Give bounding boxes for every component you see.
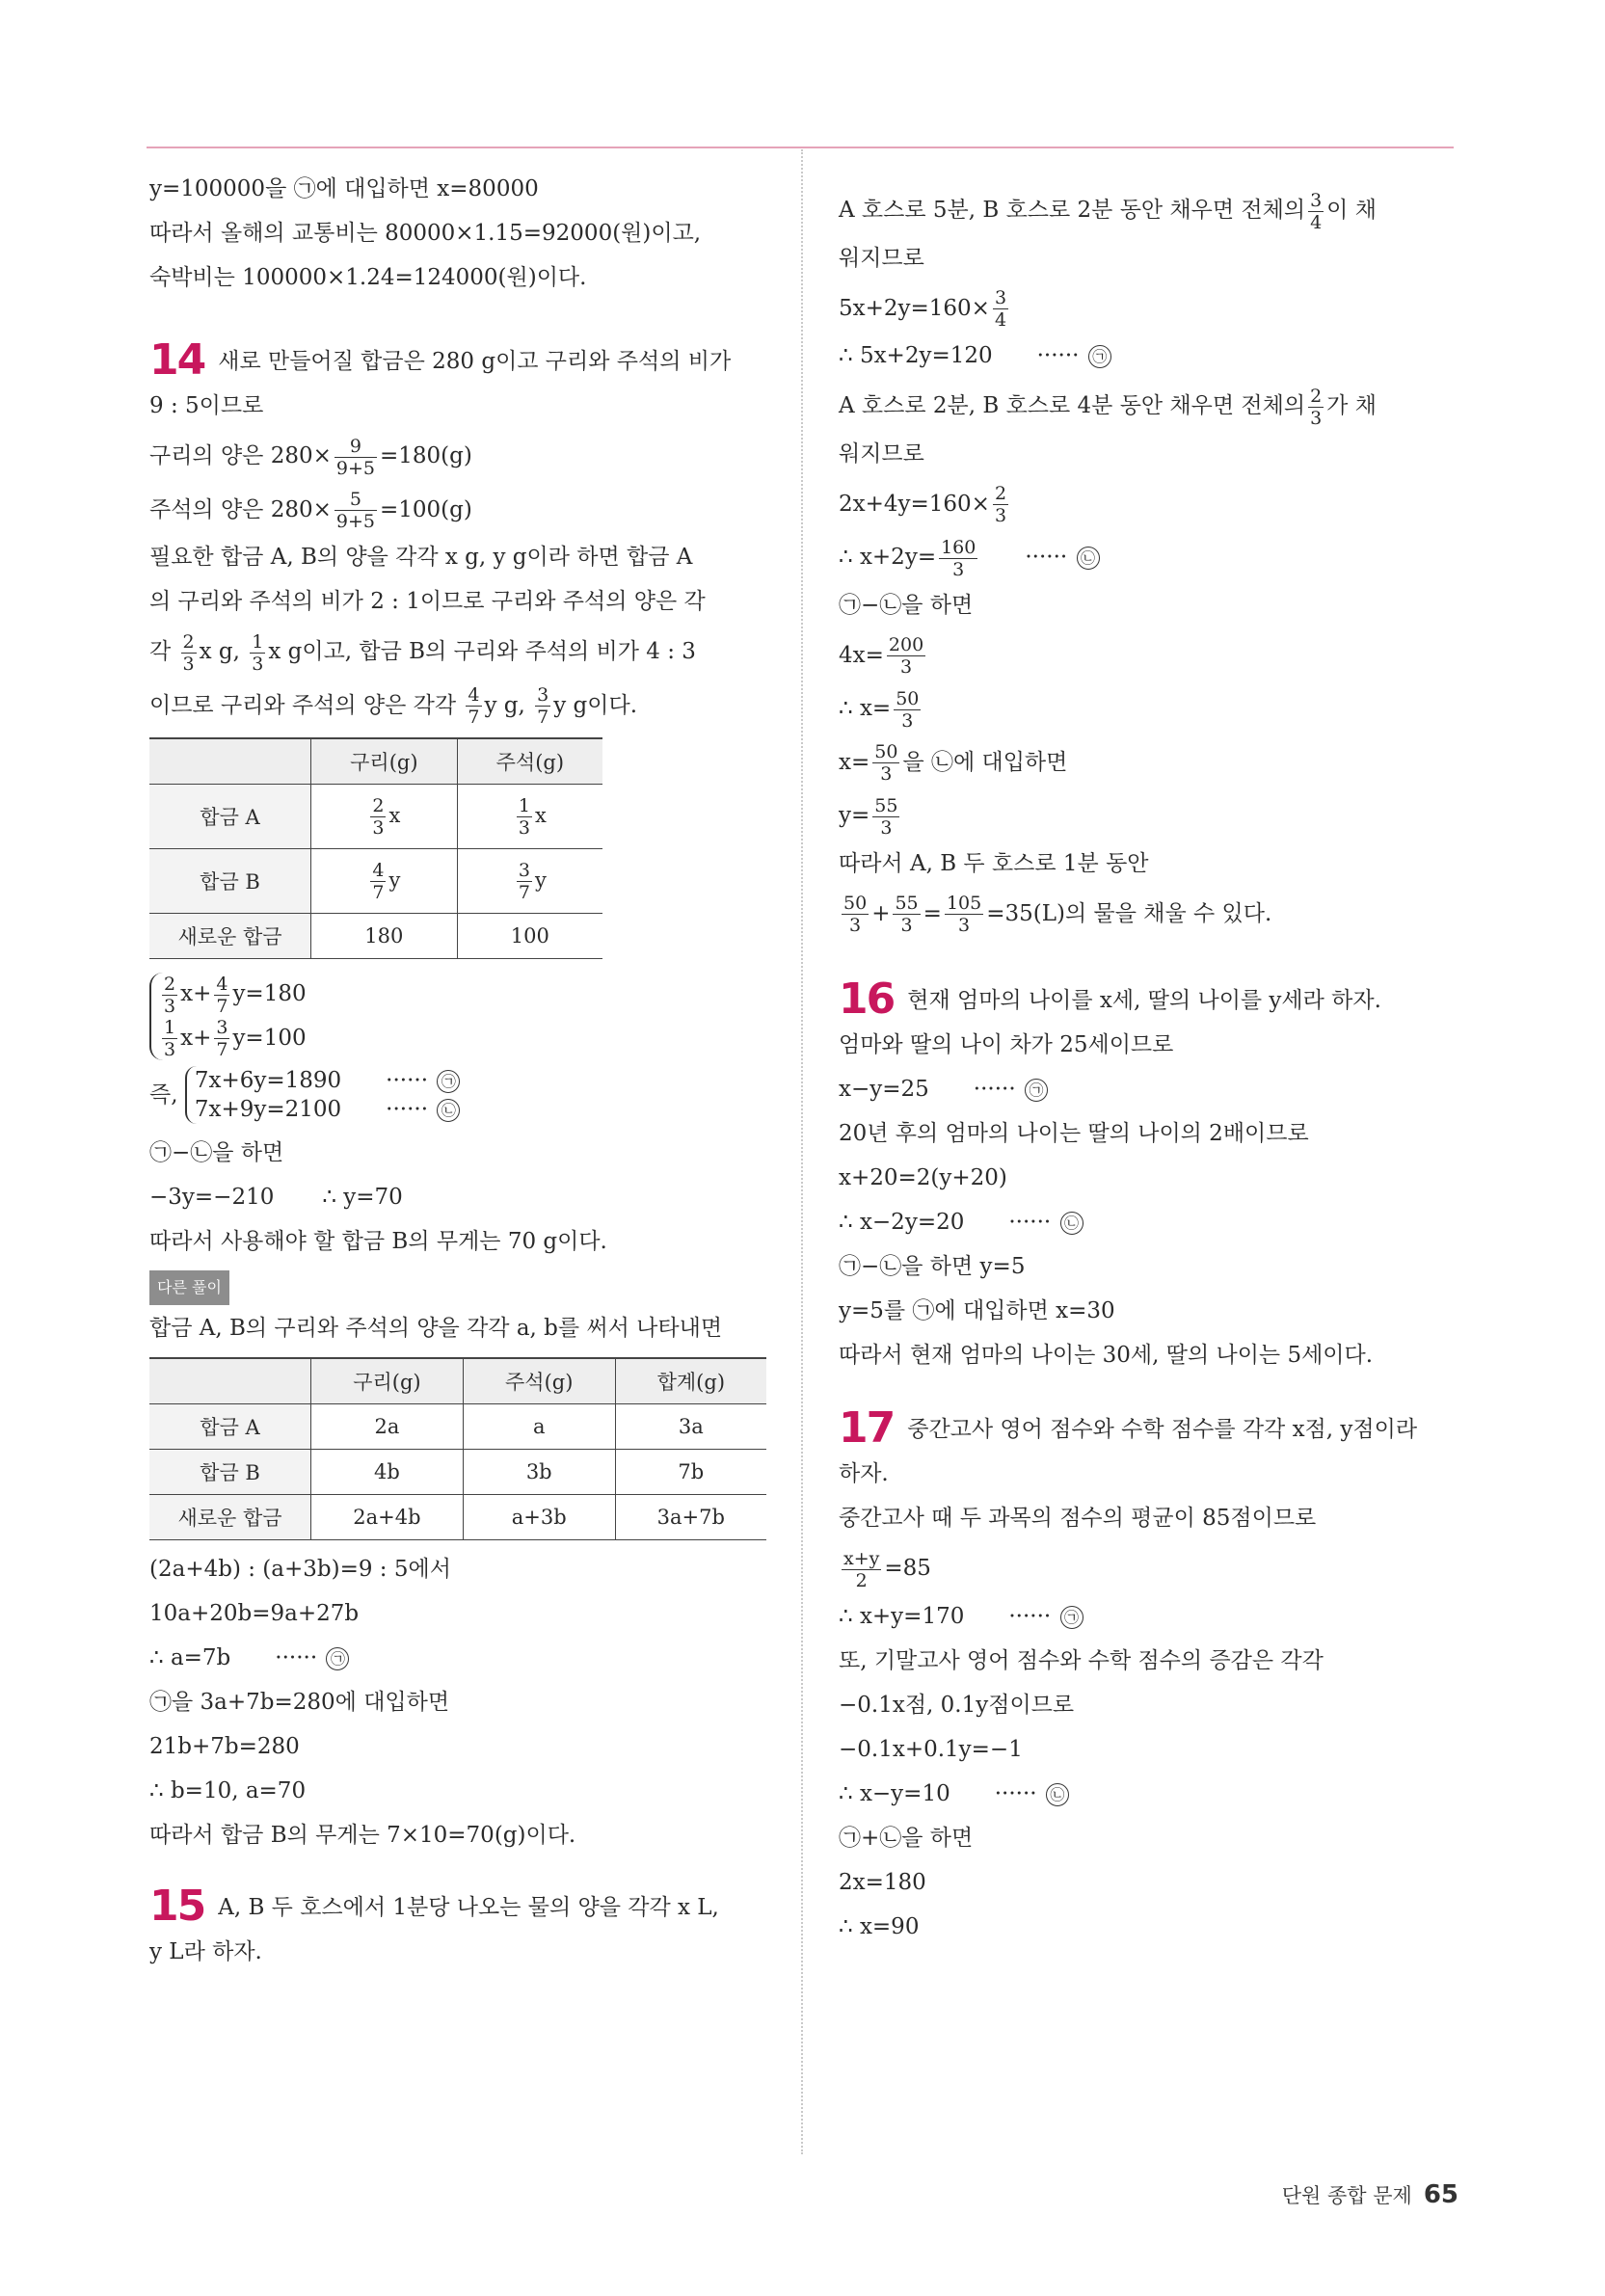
equation: 2x+4y=160× $\frac{2}{3}$ — [839, 483, 1007, 526]
problem-17-heading: 17 중간고사 영어 점수와 수학 점수를 각각 x점, y점이라 — [839, 1403, 1418, 1453]
intro-line: 따라서 올해의 교통비는 80000×1.15=92000(원)이고, — [149, 221, 702, 246]
alloy-table-2 — [149, 1357, 766, 1540]
alloy-table — [149, 737, 602, 959]
fraction: $\frac{2}{3}$ — [182, 630, 195, 675]
copper-amount: 구리의 양은 280× $\frac{9}{9+5}$ =180(g) — [149, 435, 472, 479]
text-line: 10a+20b=9a+27b — [149, 1601, 360, 1626]
fraction: $\frac{9}{9+5}$ — [335, 435, 375, 479]
problem-number: 14 — [149, 335, 205, 385]
equation: ∴ x=90 — [839, 1913, 920, 1939]
problem-15-heading: 15 A, B 두 호스에서 1분당 나오는 물의 양을 각각 x L, — [149, 1882, 719, 1931]
table-row: 합금 B $\frac{4}{7}$ y $\frac{3}{7}$ y — [149, 849, 602, 914]
text-line: 중간고사 때 두 과목의 점수의 평균이 85점이므로 — [839, 1506, 1317, 1531]
equation: x−y=25 ······ ㉠ — [839, 1074, 1456, 1105]
text-line: A 호스로 5분, B 호스로 2분 동안 채우면 전체의 $\frac{3}{4}$ 이 채 — [839, 189, 1377, 233]
column-header: 주석(g) — [457, 738, 602, 785]
text-line: 필요한 합금 A, B의 양을 각각 x g, y g이라 하면 합금 A — [149, 545, 693, 570]
table-row: 합금 A $\frac{2}{3}$ x $\frac{1}{3}$ x — [149, 785, 602, 849]
table-row: 새로운 합금 2a+4b a+3b 3a+7b — [149, 1495, 766, 1540]
text-line: ㉠−㉡을 하면 — [149, 1140, 284, 1165]
text-line: 합금 A, B의 구리와 주석의 양을 각각 a, b를 써서 나타내면 — [149, 1316, 723, 1341]
tin-amount: 주석의 양은 280× $\frac{5}{9+5}$ =100(g) — [149, 489, 472, 532]
column-header: 주석(g) — [463, 1358, 615, 1404]
equation: y= $\frac{55}{3}$ — [839, 794, 898, 839]
column-header: 합계(g) — [615, 1358, 766, 1404]
text-line: (2a+4b) : (a+3b)=9 : 5에서 — [149, 1557, 451, 1582]
text-line: 의 구리와 주석의 비가 2 : 1이므로 구리와 주석의 양은 각 — [149, 589, 706, 614]
fraction: $\frac{3}{7}$ — [537, 684, 549, 728]
column-header: 구리(g) — [311, 738, 458, 785]
text-line: 워지므로 — [839, 245, 924, 271]
problem-16-heading: 16 현재 엄마의 나이를 x세, 딸의 나이를 y세라 하자. — [839, 974, 1381, 1024]
fraction: $\frac{5}{9+5}$ — [335, 489, 375, 532]
text-line: 9 : 5이므로 — [149, 393, 264, 418]
page-footer — [1282, 2180, 1458, 2209]
text-line: y=5를 ㉠에 대입하면 x=30 — [839, 1298, 1115, 1323]
equation-system-simplified: 즉, 7x+6y=1890 ······ ㉠ 7x+9y=2100 ······ ㉡ — [149, 1066, 776, 1124]
equation: −0.1x+0.1y=−1 — [839, 1736, 1023, 1762]
text-line: y L라 하자. — [149, 1939, 262, 1964]
fraction: $\frac{4}{7}$ — [468, 684, 480, 728]
text-line: 이므로 구리와 주석의 양은 각각 $\frac{4}{7}$ y g, $\frac{3}{7}$ y g이다. — [149, 684, 638, 728]
equation: ∴ x−y=10 ······ ㉡ — [839, 1778, 1456, 1809]
equation: ∴ x−2y=20 ······ ㉡ — [839, 1207, 1456, 1238]
text-line: 20년 후의 엄마의 나이는 딸의 나이의 2배이므로 — [839, 1121, 1309, 1146]
text-line: −0.1x점, 0.1y점이므로 — [839, 1692, 1075, 1718]
equation-system: $\frac{2}{3}$ x+ $\frac{4}{7}$ y=180 $\frac{1}{3}$ x+ $\frac{3}{7}$ y=100 — [149, 973, 776, 1060]
equation: $\frac{x+y}{2}$ =85 — [843, 1547, 931, 1591]
equation: ∴ x+y=170 ······ ㉠ — [839, 1601, 1456, 1632]
conclusion: 따라서 합금 B의 무게는 7×10=70(g)이다. — [149, 1823, 576, 1848]
problem-number: 17 — [839, 1403, 895, 1453]
problem-14-heading: 14 새로 만들어질 합금은 280 g이고 구리와 주석의 비가 — [149, 335, 732, 385]
left-column — [149, 174, 776, 1981]
page-number: 65 — [1423, 2180, 1458, 2209]
text-line: 각 $\frac{2}{3}$ x g, $\frac{1}{3}$ x g이고, 합금 B의 구리와 주석의 비가 4 : 3 — [149, 630, 696, 675]
section-title: 단원 종합 문제 — [1281, 2184, 1412, 2207]
text-line: 따라서 A, B 두 호스로 1분 동안 — [839, 850, 1149, 876]
intro-line: y=100000을 ㉠에 대입하면 x=80000 — [149, 176, 539, 201]
text-line: ∴ b=10, a=70 — [149, 1778, 307, 1803]
text-line: ㉠을 3a+7b=280에 대입하면 — [149, 1690, 450, 1715]
alternative-solution-tag: 다른 풀이 — [149, 1270, 229, 1305]
equation: 5x+2y=160× $\frac{3}{4}$ — [839, 287, 1007, 331]
right-column — [839, 189, 1456, 1956]
equation: x+20=2(y+20) — [839, 1165, 1007, 1190]
text-line: A 호스로 2분, B 호스로 4분 동안 채우면 전체의 $\frac{2}{3}$ 가 채 — [839, 385, 1377, 429]
header-rule — [147, 147, 1454, 148]
column-divider — [801, 149, 803, 2154]
equation: ∴ 5x+2y=120 ······ ㉠ — [839, 340, 1456, 371]
conclusion: $\frac{50}{3}$ + $\frac{55}{3}$ = $\frac{105}{3}$ =35(L)의 물을 채울 수 있다. — [843, 893, 1272, 936]
equation: 4x= $\frac{200}{3}$ — [839, 634, 924, 678]
equation: ∴ x+2y= $\frac{160}{3}$ ······ ㉡ — [839, 536, 1456, 580]
text-line: ㉠+㉡을 하면 — [839, 1825, 974, 1851]
text-line: 21b+7b=280 — [149, 1734, 300, 1759]
column-header: 구리(g) — [311, 1358, 464, 1404]
problem-number: 15 — [149, 1882, 205, 1931]
text-line: ㉠−㉡을 하면 y=5 — [839, 1254, 1026, 1279]
table-row: 합금 A 2a a 3a — [149, 1404, 766, 1450]
table-row: 합금 B 4b 3b 7b — [149, 1450, 766, 1495]
text-line: ㉠−㉡을 하면 — [839, 592, 974, 618]
fraction: $\frac{1}{3}$ — [252, 630, 264, 675]
text-line: 하자. — [839, 1461, 889, 1486]
equation: x= $\frac{50}{3}$ 을 ㉡에 대입하면 — [839, 741, 1068, 785]
intro-line: 숙박비는 100000×1.24=124000(원)이다. — [149, 265, 587, 290]
conclusion: 따라서 현재 엄마의 나이는 30세, 딸의 나이는 5세이다. — [839, 1343, 1374, 1368]
text-line: ∴ a=7b ······ ㉠ — [149, 1642, 776, 1673]
problem-number: 16 — [839, 974, 895, 1024]
text-line: 엄마와 딸의 나이 차가 25세이므로 — [839, 1032, 1174, 1057]
equation: 2x=180 — [839, 1869, 926, 1895]
table-row: 새로운 합금 180 100 — [149, 914, 602, 959]
text-line: 또, 기말고사 영어 점수와 수학 점수의 증감은 각각 — [839, 1647, 1324, 1673]
equation: ∴ x= $\frac{50}{3}$ — [839, 687, 920, 732]
text-line: −3y=−210 ∴ y=70 — [149, 1185, 403, 1210]
text-line: 워지므로 — [839, 441, 924, 467]
conclusion: 따라서 사용해야 할 합금 B의 무게는 70 g이다. — [149, 1229, 607, 1254]
